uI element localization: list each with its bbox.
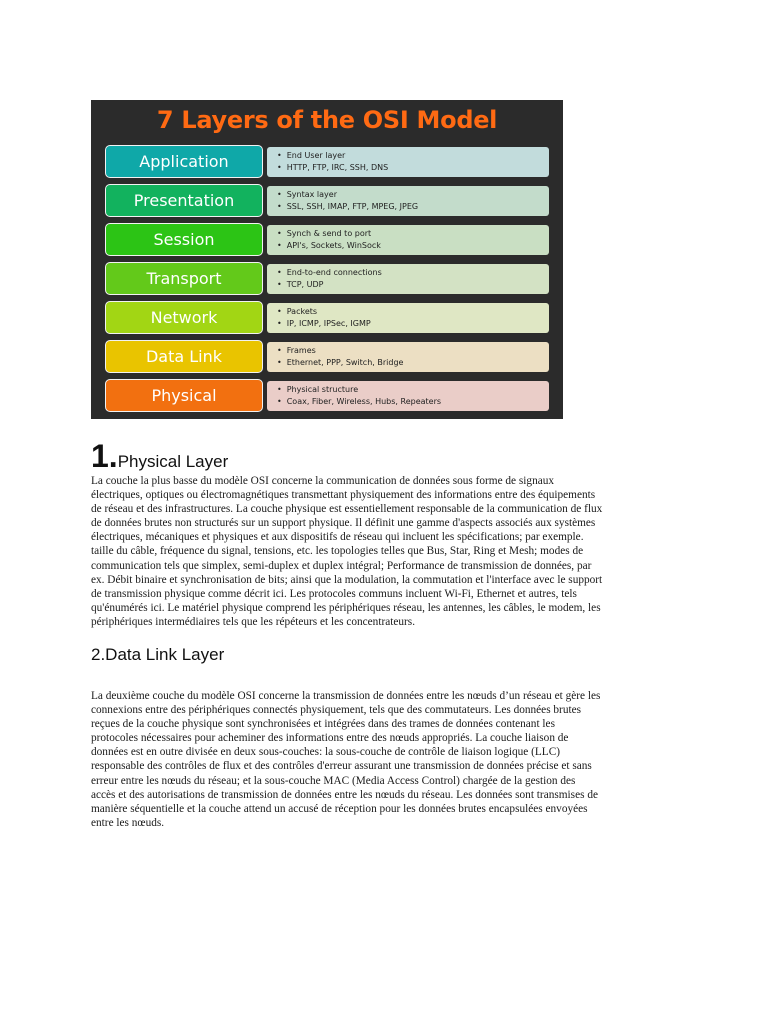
- paragraph-line: La deuxième couche du modèle OSI concerne la transmission de données entre les nœuds d’un réseau et gère les: [91, 690, 601, 702]
- layer-row-application: [105, 145, 551, 178]
- layer-name: Network: [105, 301, 263, 334]
- paragraph-line: accès et des autorisations de transmission de données entre les nœuds du réseau. Les données sont transmises de: [91, 788, 598, 801]
- layer-name: Session: [105, 223, 263, 256]
- layer-bullet: • Syntax layer: [277, 189, 549, 201]
- paragraph-line: erreur entre les nœuds du réseau; et la sous-couche MAC (Media Access Control) chargée de la gestion des: [91, 774, 576, 787]
- paragraph-line: de données brutes non structurés sur un support physique. Il définit une gamme d'aspects associés aux systèmes: [91, 517, 596, 530]
- osi-model-figure: [91, 100, 563, 419]
- layer-description: [267, 381, 549, 411]
- paragraph-line: électriques, optiques ou électromagnétiques transmettant physiquement des informations entre des équipements: [91, 489, 596, 502]
- section1-title: Physical Layer: [117, 452, 229, 471]
- layer-row-data-link: [105, 340, 551, 373]
- layer-description: [267, 264, 549, 294]
- layer-bullet: • IP, ICMP, IPSec, IGMP: [277, 318, 549, 330]
- paragraph-line: ex. Débit binaire et synchronisation de bits; ainsi que la modulation, la commutation et l'interface avec le support: [91, 573, 603, 586]
- paragraph-line: protocoles nécessaires pour acheminer des informations entre des nœuds appropriés. La couche liaison de: [91, 732, 569, 745]
- paragraph-line: entre les nœuds.: [91, 816, 165, 829]
- layer-bullet: • End-to-end connections: [277, 267, 549, 279]
- paragraph-line: qu'énumérés ici. Le matériel physique comprend les périphériques réseau, les antennes, les câbles, le modem, les: [91, 601, 601, 614]
- figure-title: 7 Layers of the OSI Model: [156, 106, 498, 134]
- layer-bullet: • Synch & send to port: [277, 228, 549, 240]
- paragraph-line: périphériques intermédiaires tels que les répéteurs et les concentrateurs.: [91, 615, 416, 628]
- layer-bullet: • Packets: [277, 306, 549, 318]
- layer-bullet: • Physical structure: [277, 384, 549, 396]
- layer-description: [267, 342, 549, 372]
- paragraph-line: de transmission physique comme décrit ici. Les protocoles communs incluent Wi-Fi, Ethernet et autres, tels: [91, 587, 577, 600]
- paragraph-line: responsable des contrôles de flux et des contrôles d'erreur assurant une transmission de données précise et sans: [91, 760, 592, 773]
- layer-name: Application: [105, 145, 263, 178]
- layer-description: [267, 303, 549, 333]
- layer-bullet: • API's, Sockets, WinSock: [277, 240, 549, 252]
- layer-description: [267, 186, 549, 216]
- layer-row-network: [105, 301, 551, 334]
- paragraph-line: manière séquentielle et la couche attend un accusé de réception pour les données brutes encapsulées envoyées: [91, 802, 588, 815]
- layer-name: Presentation: [105, 184, 263, 217]
- paragraph-line: de réseau et des infrastructures. La couche physique est essentiellement responsable de la communication de flux: [91, 503, 603, 516]
- layer-bullet: • Coax, Fiber, Wireless, Hubs, Repeaters: [277, 396, 549, 408]
- layer-description: [267, 225, 549, 255]
- layer-bullet: • End User layer: [277, 150, 549, 162]
- section1-heading: [91, 438, 228, 475]
- layer-name: Transport: [105, 262, 263, 295]
- paragraph-line: électriques, mécaniques et physiques et aux dispositifs de réseau qui incluent les spécifications; par exemple.: [91, 531, 584, 544]
- layer-row-physical: [105, 379, 551, 412]
- layer-row-session: [105, 223, 551, 256]
- layer-description: [267, 147, 549, 177]
- layer-bullet: • Frames: [277, 345, 549, 357]
- layer-bullet: • HTTP, FTP, IRC, SSH, DNS: [277, 162, 549, 174]
- paragraph-line: La couche la plus basse du modèle OSI concerne la communication de données sous forme de signaux: [91, 475, 555, 487]
- paragraph-line: reçues de la couche physique sont synchronisées et intégrées dans des trames de données contenant les: [91, 718, 555, 731]
- layer-row-presentation: [105, 184, 551, 217]
- layer-name: Physical: [105, 379, 263, 412]
- layer-row-transport: [105, 262, 551, 295]
- layer-bullet: • SSL, SSH, IMAP, FTP, MPEG, JPEG: [277, 201, 549, 213]
- section2-heading: 2.Data Link Layer: [91, 645, 225, 664]
- section1-number: 1.: [91, 438, 118, 474]
- layer-bullet: • Ethernet, PPP, Switch, Bridge: [277, 357, 549, 369]
- layer-name: Data Link: [105, 340, 263, 373]
- section1-paragraph: [91, 474, 681, 629]
- paragraph-line: connexions entre des périphériques connectés physiquement, tels que des commutateurs. Les données brutes: [91, 704, 582, 717]
- section2-paragraph: [91, 689, 681, 830]
- paragraph-line: communication tels que simplex, semi-duplex et duplex intégral; Performance de transmission de données, par: [91, 559, 592, 572]
- layer-bullet: • TCP, UDP: [277, 279, 549, 291]
- paragraph-line: taille du câble, fréquence du signal, tensions, etc. les topologies telles que Bus, Star, Ring et Mesh; modes de: [91, 545, 584, 558]
- paragraph-line: données est en outre divisée en deux sous-couches: la sous-couche de contrôle de liaison logique (LLC): [91, 746, 560, 759]
